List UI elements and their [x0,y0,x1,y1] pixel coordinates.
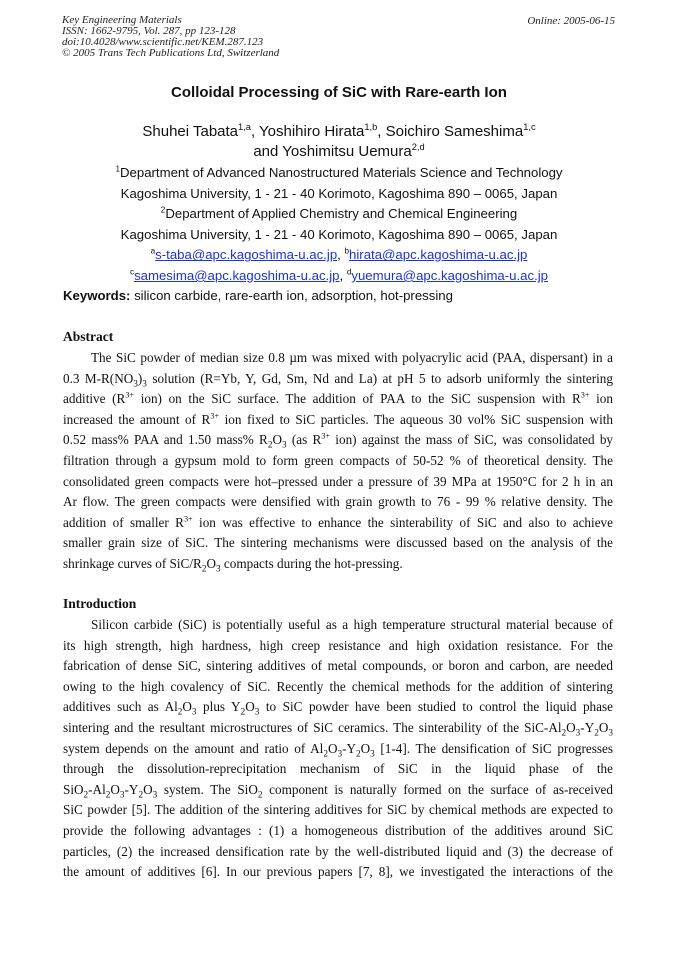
paper-title: Colloidal Processing of SiC with Rare-earth Ion [171,84,507,101]
intro-line: its high strength, high hardness, high creep resistance and high oxidation resistance. For the [63,637,613,653]
email-separator: , [337,247,345,263]
intro-line: owing to the high covalency of SiC. Recently the chemical methods for the addition of sintering [63,678,613,694]
affiliation-2 [0,204,678,225]
introduction-heading: Introduction [63,596,137,611]
abstract-heading: Abstract [63,329,114,344]
email-link-d[interactable]: yuemura@apc.kagoshima-u.ac.jp [351,267,549,283]
author-sup: 2,d [411,142,425,152]
intro-line: fabrication of dense SiC, sintering additives of metal compounds, or boron and carbon, are needed [63,658,613,674]
affiliation-sup: 2 [160,205,166,215]
intro-line: $SiO_2-Al_2O_3-Y_2O_3$ system. The SiO$_2$ component is naturally formed on the surface of as-received [63,781,613,800]
affiliation-2-address: Kagoshima University, 1 - 21 - 40 Korimoto, Kagoshima 890 – 0065, Japan [120,226,558,242]
abstract-line: consolidated green compacts were hot–pressed under a pressure of 39 MPa at 1950°C for 2 h in an [63,473,613,489]
author-line-1 [0,122,678,142]
author-line-2 [0,142,678,162]
affiliation-dept: Department of Applied Chemistry and Chemical Engineering [165,206,518,222]
abstract-line: filtration through a gypsum mold to form green compacts of 50-52 % of theoretical density. The [63,452,613,468]
affiliation-dept: Department of Advanced Nanostructured Materials Science and Technology [120,165,563,180]
author-list [0,122,678,162]
doi-line: doi:10.4028/www.scientific.net/KEM.287.123 [62,36,264,48]
intro-line: sintering and the resultant microstructures of SiC ceramics. The sinterability of the SiC-$Al_2O_3-Y_2O_3$ [63,719,613,738]
abstract-line: The SiC powder of median size 0.8 µm was mixed with polyacrylic acid (PAA, dispersant) in a [91,350,613,365]
intro-line: additives such as $Al_2O_3$ plus $Y_2O_3$ to SiC powder have been studied to control the liquid phase [63,699,613,718]
abstract-body [63,348,613,575]
copyright-line: © 2005 Trans Tech Publications Ltd, Switzerland [62,47,280,59]
abstract-line: shrinkage curves of SiC/$R_2O_3$ compacts during the hot-pressing. [63,555,403,574]
keywords [63,288,453,303]
email-sup: d [346,267,352,277]
issn-line: ISSN: 1662-9795, Vol. 287, pp 123-128 [62,25,236,37]
author-sup: 1,b [364,122,378,132]
affiliation-1-address: Kagoshima University, 1 - 21 - 40 Korimoto, Kagoshima 890 – 0065, Japan [120,185,558,201]
abstract-line: smaller grain size of SiC. The sintering mechanisms were discussed based on the analysis of the [63,535,613,551]
keywords-label: Keywords: [63,288,131,303]
intro-line: particles, (2) the increased densification rate by the well-distributed liquid and (3) the decrease of [63,843,613,859]
keywords-text: silicon carbide, rare-earth ion, adsorption, hot-pressing [130,288,453,303]
email-link-a[interactable]: s-taba@apc.kagoshima-u.ac.jp [155,247,338,263]
email-line-2 [0,266,678,287]
journal-name: Key Engineering Materials [62,14,182,26]
email-sup: b [344,246,350,256]
intro-line: provide the following advantages : (1) a homogeneous distribution of the additives around SiC [63,822,613,838]
abstract-line: increased the amount of $R^{3+}$ ion fixed to SiC particles. The aqueous 30 vol% SiC suspension with [63,411,613,427]
intro-line: through the dissolution-reprecipitation mechanism of SiC in the liquid phase of the [63,761,613,777]
intro-line: SiC powder [5]. The addition of the sintering additives for SiC by chemical methods are expected to [63,802,613,818]
affiliation-sup: 1 [115,164,120,174]
online-date: Online: 2005-06-15 [527,15,615,27]
affiliations [0,163,678,287]
intro-line: Silicon carbide (SiC) is potentially useful as a high temperature structural material because of [91,617,613,632]
email-separator: , [339,267,347,283]
author-name: and Yoshimitsu Uemura [253,143,412,160]
abstract-line: Ar flow. The green compacts were densified with grain growth to 76 - 99 % relative density. The [63,494,613,510]
abstract-line: 0.3 $M-R(NO_3)_3$ solution (R=Yb, Y, Gd, Sm, Nd and La) at pH 5 to adsorb uniformly the sintering [63,370,613,389]
email-sup: c [129,267,135,277]
abstract-line: 0.52 mass% PAA and 1.50 mass% $R_2O_3$ (as $R^{3+}$ ion) against the mass of SiC, was consolidated by [63,431,614,451]
abstract-line: addition of smaller $R^{3+}$ ion was effective to enhance the sinterability of SiC and also to achieve [63,514,613,530]
email-line-1 [0,245,678,266]
introduction-body [63,615,613,883]
email-link-b[interactable]: hirata@apc.kagoshima-u.ac.jp [349,247,528,263]
journal-header [62,15,279,59]
intro-line: system depends on the amount and ratio of $Al_2O_3-Y_2O_3$ [1-4]. The densification of SiC progresses [63,740,613,759]
intro-line: the amount of additives [6]. In our previous papers [7, 8], we investigated the interactions of the [63,864,613,880]
author-sup: 1,c [523,122,536,132]
author-name: , Yoshihiro Hirata [250,123,365,140]
author-name: , Soichiro Sameshima [377,123,524,140]
email-link-c[interactable]: samesima@apc.kagoshima-u.ac.jp [134,267,340,283]
affiliation-1 [0,163,678,184]
author-sup: 1,a [238,122,251,132]
abstract-line: additive ($R^{3+}$ ion) on the SiC surface. The addition of PAA to the SiC suspension with $R^{3+}$ ion [63,390,613,407]
email-sup: a [150,246,156,256]
author-name: Shuhei Tabata [142,123,239,140]
